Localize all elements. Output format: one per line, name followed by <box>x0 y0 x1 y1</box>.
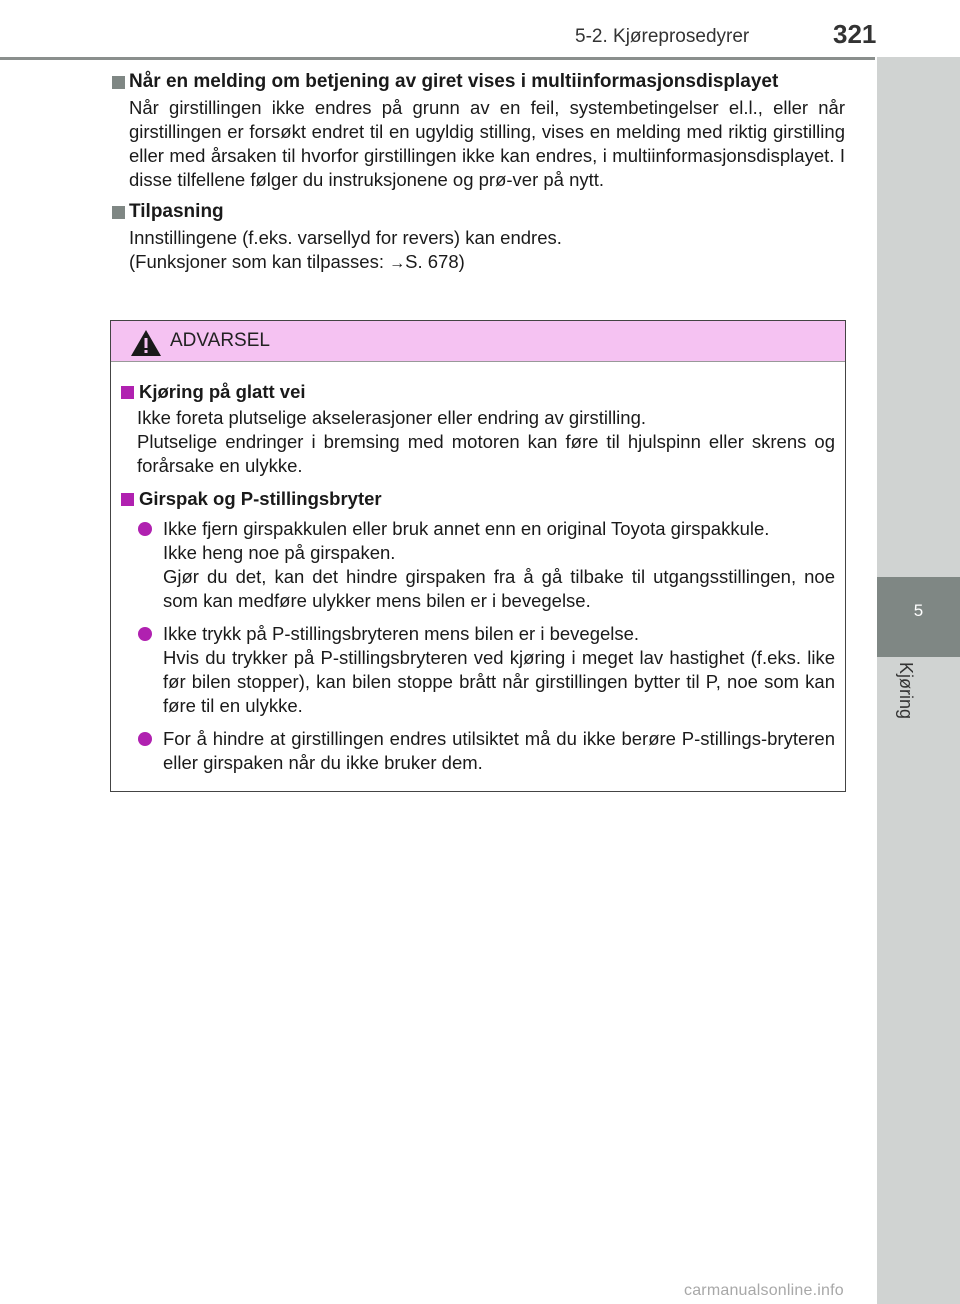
warning-paragraph: Plutselige endringer i bremsing med motoren kan føre til hjulspinn eller skrens og forårsake en ulykke. <box>137 431 835 476</box>
side-tab-upper <box>877 57 960 577</box>
warning-body <box>111 362 845 775</box>
cross-reference-prefix: (Funksjoner som kan tilpasses: <box>129 251 390 272</box>
page-number: 321 <box>833 19 877 49</box>
warning-box <box>110 320 846 792</box>
warning-triangle-icon <box>130 329 162 357</box>
round-bullet-icon <box>138 627 152 641</box>
bullet-line: Ikke fjern girspakkulen eller bruk annet enn en original Toyota girspakkule. <box>163 518 770 539</box>
warning-section-heading-text: Girspak og P-stillingsbryter <box>139 488 382 509</box>
chapter-number: 5 <box>913 601 924 620</box>
warning-bullet <box>137 727 835 775</box>
section-heading <box>110 70 845 94</box>
warning-title: ADVARSEL <box>170 330 270 351</box>
bullet-line: Hvis du trykker på P-stillingsbryteren ved kjøring i meget lav hastighet (f.eks. like før bilen stopper), kan bilen stoppe brått når girstillingen bytter til P, noe som kan føre til en ulykke. <box>163 647 835 716</box>
warning-section-heading-text: Kjøring på glatt vei <box>139 381 306 402</box>
bullet-line: Gjør du det, kan det hindre girspaken fra å gå tilbake til utgangsstillingen, noe som kan medføre ulykker mens bilen er i bevegelse. <box>163 566 835 611</box>
square-bullet-icon <box>112 76 125 89</box>
bullet-line: Ikke heng noe på girspaken. <box>163 542 396 563</box>
cross-reference <box>129 250 845 276</box>
round-bullet-icon <box>138 732 152 746</box>
header-rule <box>0 57 875 60</box>
cross-reference-page[interactable]: S. 678) <box>405 251 465 272</box>
section-title: 5-2. Kjøreprosedyrer <box>575 26 750 47</box>
section-paragraph: Innstillingene (f.eks. varsellyd for revers) kan endres. <box>129 227 562 248</box>
round-bullet-icon <box>138 522 152 536</box>
square-bullet-icon <box>121 493 134 506</box>
warning-bullet <box>137 517 835 613</box>
side-tab-lower <box>877 657 960 1304</box>
warning-section-heading <box>119 380 835 404</box>
warning-section-heading <box>119 487 835 511</box>
arrow-right-icon: → <box>389 255 406 272</box>
watermark-logo: carmanualsonline.info <box>684 1282 844 1299</box>
square-bullet-icon <box>112 206 125 219</box>
warning-bullet <box>137 622 835 718</box>
section-heading-text: Tilpasning <box>129 201 224 222</box>
square-bullet-icon <box>121 386 134 399</box>
warning-paragraph: Ikke foreta plutselige akselerasjoner eller endring av girstilling. <box>137 407 647 428</box>
bullet-line: For å hindre at girstillingen endres utilsiktet må du ikke berøre P-stillings-bryteren eller girspaken når du ikke bruker dem. <box>163 728 835 773</box>
section-heading-text: Når en melding om betjening av giret vises i multiinformasjonsdisplayet <box>129 71 779 92</box>
section-paragraph: Når girstillingen ikke endres på grunn av en feil, systembetingelser el.l., eller når girstillingen er forsøkt endret til en ugyldig stilling, vises en melding med riktig girstilling eller med årsaken til hvorfor girstillingen ikke kan endres, i multiinformasjonsdisplayet. I disse tilfellene følger du instruksjonene og prø-ver på nytt. <box>129 97 845 190</box>
warning-header <box>111 321 845 362</box>
section-heading <box>110 200 845 224</box>
bullet-line: Ikke trykk på P-stillingsbryteren mens bilen er i bevegelse. <box>163 623 640 644</box>
chapter-title: Kjøring <box>896 662 916 720</box>
main-content <box>110 70 845 276</box>
